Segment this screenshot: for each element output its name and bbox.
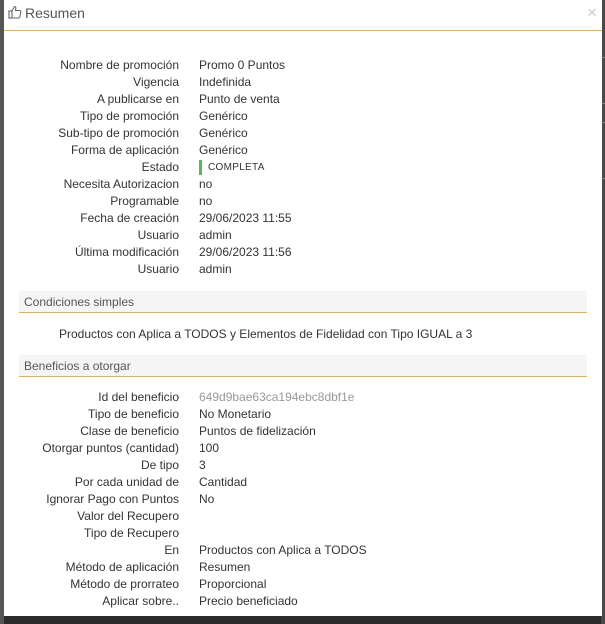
- field-label: Tipo de beneficio: [88, 407, 179, 421]
- field-label: Fecha de creación: [80, 211, 179, 225]
- field-label: A publicarse en: [96, 92, 179, 106]
- close-button[interactable]: ×: [587, 3, 597, 22]
- summary-row: [4, 57, 602, 74]
- benefit-row: [4, 542, 602, 559]
- condition-text: Productos con Aplica a TODOS y Elementos de Fidelidad con Tipo IGUAL a 3: [59, 327, 473, 341]
- field-value: Puntos de fidelización: [199, 424, 316, 438]
- benefit-row: [4, 525, 602, 542]
- field-label: Necesita Autorizacion: [63, 177, 179, 191]
- field-value: 29/06/2023 11:56: [199, 245, 292, 259]
- summary-row: [4, 227, 602, 244]
- summary-row: [4, 91, 602, 108]
- benefit-details: [4, 389, 602, 610]
- field-value: Resumen: [199, 560, 251, 574]
- field-value: Genérico: [199, 143, 248, 157]
- field-value: Promo 0 Puntos: [199, 58, 286, 72]
- benefit-row: [4, 423, 602, 440]
- field-value: Proporcional: [199, 577, 267, 591]
- field-value: Cantidad: [199, 475, 248, 489]
- benefit-row: [4, 593, 602, 610]
- section-header-benefits: Beneficios a otorgar: [19, 355, 587, 377]
- field-label: Clase de beneficio: [80, 424, 179, 438]
- field-label: De tipo: [140, 458, 179, 472]
- field-value: 100: [199, 441, 220, 455]
- field-value: admin: [199, 228, 232, 242]
- summary-row: [4, 261, 602, 278]
- benefit-row: [4, 440, 602, 457]
- field-value: No Monetario: [199, 407, 272, 421]
- summary-dialog: [4, 0, 602, 616]
- field-label: Tipo de Recupero: [84, 526, 179, 540]
- field-label: Método de aplicación: [65, 560, 179, 574]
- field-label: Método de prorrateo: [70, 577, 179, 591]
- field-label: Usuario: [137, 262, 179, 276]
- field-label: Ignorar Pago con Puntos: [46, 492, 179, 506]
- summary-row: [4, 125, 602, 142]
- summary-row: [4, 176, 602, 193]
- field-value: 3: [199, 458, 206, 472]
- summary-row: [4, 193, 602, 210]
- benefit-row: [4, 389, 602, 406]
- field-value: Productos con Aplica a TODOS: [199, 543, 367, 557]
- status-badge-inner: [199, 159, 265, 176]
- summary-row: [4, 244, 602, 261]
- benefit-row: [4, 576, 602, 593]
- field-value: 29/06/2023 11:55: [199, 211, 292, 225]
- summary-row: [4, 210, 602, 227]
- field-label: Nombre de promoción: [60, 58, 179, 72]
- field-label: Sub-tipo de promoción: [58, 126, 179, 140]
- field-label: Vigencia: [133, 75, 179, 89]
- field-label: Aplicar sobre..: [102, 594, 179, 608]
- field-label: Tipo de promoción: [80, 109, 179, 123]
- field-label: Estado: [141, 160, 179, 174]
- dialog-titlebar: [4, 0, 602, 31]
- section-header-conditions: Condiciones simples: [19, 291, 587, 313]
- field-value: No: [199, 492, 215, 506]
- field-value: Genérico: [199, 126, 248, 140]
- field-label: En: [164, 543, 179, 557]
- field-label: Usuario: [137, 228, 179, 242]
- field-value: no: [199, 194, 213, 208]
- field-value: Indefinida: [199, 75, 252, 89]
- field-label: Por cada unidad de: [74, 475, 179, 489]
- field-label: Última modificación: [74, 245, 179, 259]
- field-label: Forma de aplicación: [70, 143, 179, 157]
- status-indicator-bar: [199, 160, 202, 175]
- summary-row: [4, 74, 602, 91]
- summary-row: [4, 108, 602, 125]
- field-label: Otorgar puntos (cantidad): [42, 441, 179, 455]
- summary-row: [4, 159, 602, 176]
- field-value: Genérico: [199, 109, 248, 123]
- dialog-title: Resumen: [25, 5, 85, 21]
- field-value: Punto de venta: [199, 92, 280, 106]
- benefit-row: [4, 508, 602, 525]
- field-label: Id del beneficio: [98, 390, 179, 404]
- benefit-row: [4, 474, 602, 491]
- field-label: Valor del Recupero: [77, 509, 179, 523]
- field-label: Programable: [110, 194, 179, 208]
- field-value: admin: [199, 262, 232, 276]
- benefit-row: [4, 406, 602, 423]
- field-value: Precio beneficiado: [199, 594, 298, 608]
- benefit-row: [4, 457, 602, 474]
- summary-row: [4, 142, 602, 159]
- promotion-summary: [4, 57, 602, 278]
- thumbs-up-icon: [8, 5, 22, 19]
- field-value: no: [199, 177, 213, 191]
- status-text: COMPLETA: [208, 162, 265, 173]
- field-value: 649d9bae63ca194ebc8dbf1e: [199, 390, 355, 404]
- benefit-row: [4, 491, 602, 508]
- benefit-row: [4, 559, 602, 576]
